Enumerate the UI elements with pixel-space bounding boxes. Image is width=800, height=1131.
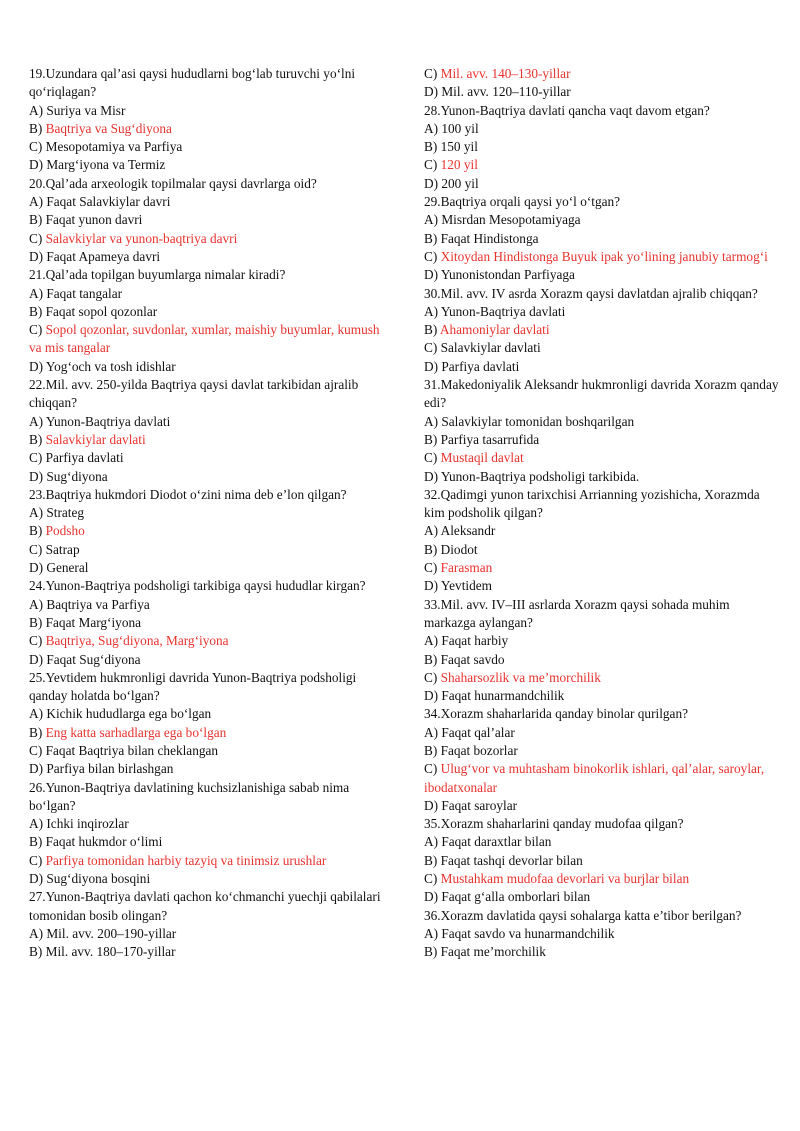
answer-option xyxy=(424,468,779,486)
correct-answer-option xyxy=(29,724,389,742)
option-letter: D) xyxy=(29,157,44,173)
option-text: Yunon-Baqtriya podsholigi tarkibida. xyxy=(440,468,640,484)
option-letter: B) xyxy=(424,742,438,758)
option-text: Yog‘och va tosh idishlar xyxy=(45,358,176,374)
option-letter: B) xyxy=(29,523,43,539)
answer-option xyxy=(29,596,389,614)
option-text: Salavkiylar davlati xyxy=(45,431,146,447)
option-letter: D) xyxy=(424,688,439,704)
option-letter: D) xyxy=(29,871,44,887)
answer-option xyxy=(424,211,779,229)
answer-option xyxy=(424,943,779,961)
option-letter: D) xyxy=(424,267,439,283)
question-text: 33.Mil. avv. IV–III asrlarda Xorazm qaysi sohada muhim markazga aylangan? xyxy=(424,596,730,630)
answer-option xyxy=(424,522,779,540)
option-text: Faqat Hindistonga xyxy=(440,230,539,246)
option-letter: C) xyxy=(424,248,438,264)
option-text: Yunon-Baqtriya davlati xyxy=(45,413,171,429)
correct-answer-option xyxy=(424,65,779,83)
option-text: Sug‘diyona xyxy=(46,468,108,484)
option-text: Faqat tangalar xyxy=(46,285,123,301)
option-text: Faqat Marg‘iyona xyxy=(45,614,142,630)
option-text: 200 yil xyxy=(441,175,479,191)
option-letter: D) xyxy=(29,560,44,576)
answer-option xyxy=(424,925,779,943)
option-letter: A) xyxy=(29,505,44,521)
option-text: Parfiya davlati xyxy=(45,450,124,466)
correct-answer-option xyxy=(29,321,389,358)
option-letter: C) xyxy=(424,761,438,777)
option-letter: B) xyxy=(424,431,438,447)
option-text: Faqat hukmdor o‘limi xyxy=(45,834,163,850)
option-letter: B) xyxy=(424,651,438,667)
option-letter: A) xyxy=(424,834,439,850)
option-letter: A) xyxy=(424,212,439,228)
right-column xyxy=(424,65,779,962)
question-block xyxy=(424,705,779,815)
question-block xyxy=(29,669,389,779)
option-letter: D) xyxy=(29,761,44,777)
question-block xyxy=(424,102,779,193)
option-text: Marg‘iyona va Termiz xyxy=(46,157,166,173)
option-letter: A) xyxy=(424,633,439,649)
option-text: Sug‘diyona bosqini xyxy=(46,871,151,887)
option-letter: B) xyxy=(424,944,438,960)
option-text: Baqtriya va Parfiya xyxy=(46,596,150,612)
option-text: Satrap xyxy=(45,541,80,557)
correct-answer-option xyxy=(29,632,389,650)
option-text: Salavkiylar tomonidan boshqarilgan xyxy=(441,413,635,429)
option-text: Parfiya tomonidan harbiy tazyiq va tinimsiz urushlar xyxy=(45,852,327,868)
correct-answer-option xyxy=(424,156,779,174)
answer-option xyxy=(424,797,779,815)
answer-option xyxy=(29,705,389,723)
question-block xyxy=(424,193,779,284)
question-text: 26.Yunon-Baqtriya davlatining kuchsizlanishiga sabab nima bo‘lgan? xyxy=(29,779,350,813)
correct-answer-option xyxy=(424,559,779,577)
answer-option xyxy=(29,156,389,174)
option-text: Aleksandr xyxy=(440,523,496,539)
option-letter: A) xyxy=(29,413,44,429)
option-letter: D) xyxy=(29,248,44,264)
option-letter: B) xyxy=(29,834,43,850)
option-text: Faqat Baqtriya bilan cheklangan xyxy=(45,742,219,758)
option-letter: C) xyxy=(424,560,438,576)
option-text: Mustahkam mudofaa devorlari va burjlar bilan xyxy=(440,871,690,887)
answer-option xyxy=(29,193,389,211)
answer-option xyxy=(29,248,389,266)
answer-option xyxy=(29,413,389,431)
question-block xyxy=(29,65,389,175)
question-block xyxy=(29,486,389,577)
correct-answer-option xyxy=(29,120,389,138)
option-text: Faqat Apameya davri xyxy=(46,248,161,264)
option-text: Faqat savdo xyxy=(440,651,505,667)
question-block xyxy=(29,376,389,486)
question-text: 25.Yevtidem hukmronligi davrida Yunon-Baqtriya podsholigi qanday holatda bo‘lgan? xyxy=(29,669,357,704)
option-text: Ichki inqirozlar xyxy=(46,816,129,832)
answer-option xyxy=(424,413,779,431)
option-text: Ulug‘vor va muhtasham binokorlik ishlari, qal’alar, saroylar, ibodatxonalar xyxy=(424,761,765,795)
question-block xyxy=(424,907,779,962)
answer-option xyxy=(29,303,389,321)
option-text: Mil. avv. 180–170-yillar xyxy=(45,944,176,960)
question-block xyxy=(424,65,779,102)
answer-option xyxy=(29,449,389,467)
option-text: Faqat me’morchilik xyxy=(440,944,546,960)
option-text: Xitoydan Hindistonga Buyuk ipak yo‘lining janubiy tarmog‘i xyxy=(440,248,768,264)
option-text: Salavkiylar davlati xyxy=(440,340,541,356)
option-text: Mustaqil davlat xyxy=(440,450,524,466)
option-letter: A) xyxy=(29,102,44,118)
option-letter: A) xyxy=(29,706,44,722)
option-text: Strateg xyxy=(46,505,85,521)
answer-option xyxy=(424,120,779,138)
answer-option xyxy=(424,651,779,669)
option-text: 120 yil xyxy=(440,157,478,173)
question-block xyxy=(29,888,389,961)
answer-option xyxy=(29,742,389,760)
option-text: Parfiya bilan birlashgan xyxy=(46,761,174,777)
answer-option xyxy=(424,175,779,193)
option-text: Misrdan Mesopotamiyaga xyxy=(441,212,581,228)
option-text: Mesopotamiya va Parfiya xyxy=(45,139,183,155)
option-text: Faqat tashqi devorlar bilan xyxy=(440,852,583,868)
answer-option xyxy=(29,102,389,120)
question-text: 29.Baqtriya orqali qaysi yo‘l o‘tgan? xyxy=(424,194,621,210)
option-letter: A) xyxy=(424,303,439,319)
option-text: Faqat savdo va hunarmandchilik xyxy=(441,925,615,941)
answer-option xyxy=(29,559,389,577)
answer-option xyxy=(29,614,389,632)
option-letter: C) xyxy=(29,139,43,155)
correct-answer-option xyxy=(424,760,779,797)
correct-answer-option xyxy=(29,230,389,248)
option-text: Mil. avv. 120–110-yillar xyxy=(441,84,571,100)
option-text: Faqat yunon davri xyxy=(45,212,143,228)
question-text: 28.Yunon-Baqtriya davlati qancha vaqt davom etgan? xyxy=(424,102,710,118)
option-letter: D) xyxy=(424,578,439,594)
option-text: Parfiya tasarrufida xyxy=(440,431,540,447)
option-letter: C) xyxy=(424,157,438,173)
answer-option xyxy=(424,138,779,156)
option-letter: B) xyxy=(424,230,438,246)
option-letter: B) xyxy=(29,212,43,228)
question-block xyxy=(424,285,779,376)
option-text: 100 yil xyxy=(441,120,479,136)
option-letter: C) xyxy=(29,742,43,758)
option-letter: D) xyxy=(29,468,44,484)
question-text: 31.Makedoniyalik Aleksandr hukmronligi davrida Xorazm qanday edi? xyxy=(424,377,779,411)
option-letter: D) xyxy=(424,84,439,100)
answer-option xyxy=(424,724,779,742)
option-letter: D) xyxy=(424,797,439,813)
answer-option xyxy=(424,358,779,376)
option-text: Kichik hududlarga ega bo‘lgan xyxy=(46,706,212,722)
question-block xyxy=(29,175,389,266)
answer-option xyxy=(29,925,389,943)
correct-answer-option xyxy=(29,431,389,449)
answer-option xyxy=(424,742,779,760)
option-letter: A) xyxy=(29,194,44,210)
option-letter: C) xyxy=(424,66,438,81)
correct-answer-option xyxy=(424,870,779,888)
option-letter: A) xyxy=(424,120,439,136)
option-letter: A) xyxy=(29,285,44,301)
answer-option xyxy=(29,870,389,888)
option-letter: C) xyxy=(424,450,438,466)
question-text: 36.Xorazm davlatida qaysi sohalarga katta e’tibor berilgan? xyxy=(424,907,742,923)
question-text: 34.Xorazm shaharlarida qanday binolar qurilgan? xyxy=(424,706,688,722)
answer-option xyxy=(29,468,389,486)
option-letter: B) xyxy=(29,120,43,136)
answer-option xyxy=(424,687,779,705)
answer-option xyxy=(424,888,779,906)
answer-option xyxy=(29,815,389,833)
option-text: Parfiya davlati xyxy=(441,358,520,374)
answer-option xyxy=(424,632,779,650)
option-text: Yunonistondan Parfiyaga xyxy=(440,267,575,283)
option-text: Baqtriya va Sug‘diyona xyxy=(45,120,172,136)
option-letter: B) xyxy=(29,303,43,319)
option-letter: B) xyxy=(29,614,43,630)
answer-option xyxy=(424,852,779,870)
answer-option xyxy=(29,760,389,778)
option-letter: B) xyxy=(29,724,43,740)
option-letter: B) xyxy=(424,139,438,155)
option-text: Podsho xyxy=(45,523,85,539)
answer-option xyxy=(29,541,389,559)
option-text: General xyxy=(46,560,89,576)
answer-option xyxy=(424,541,779,559)
correct-answer-option xyxy=(424,449,779,467)
option-letter: A) xyxy=(29,596,44,612)
option-letter: A) xyxy=(424,724,439,740)
option-text: Faqat daraxtlar bilan xyxy=(441,834,552,850)
answer-option xyxy=(29,138,389,156)
correct-answer-option xyxy=(29,522,389,540)
option-text: Faqat harbiy xyxy=(441,633,509,649)
option-letter: D) xyxy=(29,358,44,374)
option-letter: B) xyxy=(424,541,438,557)
question-block xyxy=(424,815,779,906)
option-letter: D) xyxy=(424,175,439,191)
option-letter: C) xyxy=(424,669,438,685)
correct-answer-option xyxy=(424,321,779,339)
option-text: Diodot xyxy=(440,541,478,557)
question-block xyxy=(29,577,389,668)
question-text: 19.Uzundara qal’asi qaysi hududlarni bog‘lab turuvchi yo‘lni qo‘riqlagan? xyxy=(29,66,356,100)
question-text: 21.Qal’ada topilgan buyumlarga nimalar kiradi? xyxy=(29,267,286,283)
question-text: 20.Qal’ada arxeologik topilmalar qaysi davrlarga oid? xyxy=(29,175,317,191)
option-text: Suriya va Misr xyxy=(46,102,126,118)
option-letter: B) xyxy=(29,944,43,960)
correct-answer-option xyxy=(29,852,389,870)
option-letter: A) xyxy=(424,925,439,941)
option-text: Yevtidem xyxy=(440,578,492,594)
option-text: Ahamoniylar davlati xyxy=(439,322,550,338)
answer-option xyxy=(29,651,389,669)
answer-option xyxy=(424,431,779,449)
option-text: Faqat Sug‘diyona xyxy=(46,651,141,667)
option-letter: A) xyxy=(424,413,439,429)
option-text: Sopol qozonlar, suvdonlar, xumlar, maishiy buyumlar, kumush va mis tangalar xyxy=(29,322,380,356)
option-text: Farasman xyxy=(440,560,493,576)
option-text: Faqat g‘alla omborlari bilan xyxy=(441,889,591,905)
option-letter: C) xyxy=(29,230,43,246)
option-text: Mil. avv. 200–190-yillar xyxy=(46,925,177,941)
answer-option xyxy=(29,211,389,229)
question-text: 35.Xorazm shaharlarini qanday mudofaa qilgan? xyxy=(424,816,684,832)
answer-option xyxy=(424,266,779,284)
option-letter: C) xyxy=(29,541,43,557)
question-block xyxy=(424,376,779,486)
question-text: 30.Mil. avv. IV asrda Xorazm qaysi davlatdan ajralib chiqqan? xyxy=(424,285,758,301)
correct-answer-option xyxy=(424,669,779,687)
option-letter: B) xyxy=(29,431,43,447)
option-text: Eng katta sarhadlarga ega bo‘lgan xyxy=(45,724,227,740)
option-letter: A) xyxy=(29,925,44,941)
option-text: Faqat hunarmandchilik xyxy=(441,688,565,704)
question-block xyxy=(29,779,389,889)
question-text: 22.Mil. avv. 250-yilda Baqtriya qaysi davlat tarkibidan ajralib chiqqan? xyxy=(29,377,359,411)
question-text: 24.Yunon-Baqtriya podsholigi tarkibiga qaysi hududlar kirgan? xyxy=(29,578,366,594)
option-text: Yunon-Baqtriya davlati xyxy=(440,303,566,319)
option-text: Faqat sopol qozonlar xyxy=(45,303,158,319)
question-text: 32.Qadimgi yunon tarixchisi Arrianning yozishicha, Xorazmda kim podsholik qilgan? xyxy=(424,486,760,521)
option-text: 150 yil xyxy=(440,139,478,155)
answer-option xyxy=(424,303,779,321)
option-letter: C) xyxy=(29,322,43,338)
option-letter: B) xyxy=(424,852,438,868)
option-letter: C) xyxy=(424,871,438,887)
option-text: Faqat qal’alar xyxy=(441,724,515,740)
option-text: Mil. avv. 140–130-yillar xyxy=(440,66,571,81)
answer-option xyxy=(424,833,779,851)
answer-option xyxy=(424,577,779,595)
option-letter: C) xyxy=(29,852,43,868)
answer-option xyxy=(29,833,389,851)
answer-option xyxy=(424,339,779,357)
question-text: 23.Baqtriya hukmdori Diodot o‘zini nima deb e’lon qilgan? xyxy=(29,486,347,502)
answer-option xyxy=(424,83,779,101)
option-letter: D) xyxy=(424,358,439,374)
option-letter: D) xyxy=(29,651,44,667)
option-letter: C) xyxy=(29,450,43,466)
answer-option xyxy=(29,504,389,522)
option-text: Shaharsozlik va me’morchilik xyxy=(440,669,601,685)
left-column xyxy=(29,65,389,962)
option-text: Baqtriya, Sug‘diyona, Marg‘iyona xyxy=(45,633,229,649)
option-text: Faqat bozorlar xyxy=(440,742,518,758)
question-block xyxy=(424,486,779,596)
option-text: Faqat Salavkiylar davri xyxy=(46,194,171,210)
answer-option xyxy=(424,230,779,248)
answer-option xyxy=(29,358,389,376)
option-text: Faqat saroylar xyxy=(441,797,518,813)
option-letter: D) xyxy=(424,889,439,905)
option-letter: B) xyxy=(424,322,438,338)
answer-option xyxy=(29,943,389,961)
option-letter: A) xyxy=(29,816,44,832)
option-letter: C) xyxy=(29,633,43,649)
answer-option xyxy=(29,285,389,303)
option-letter: A) xyxy=(424,523,439,539)
option-text: Salavkiylar va yunon-baqtriya davri xyxy=(45,230,238,246)
question-text: 27.Yunon-Baqtriya davlati qachon ko‘chmanchi yuechji qabilalari tomonidan bosib olingan? xyxy=(29,889,381,923)
correct-answer-option xyxy=(424,248,779,266)
question-block xyxy=(424,596,779,706)
option-letter: C) xyxy=(424,340,438,356)
question-block xyxy=(29,266,389,376)
option-letter: D) xyxy=(424,468,439,484)
